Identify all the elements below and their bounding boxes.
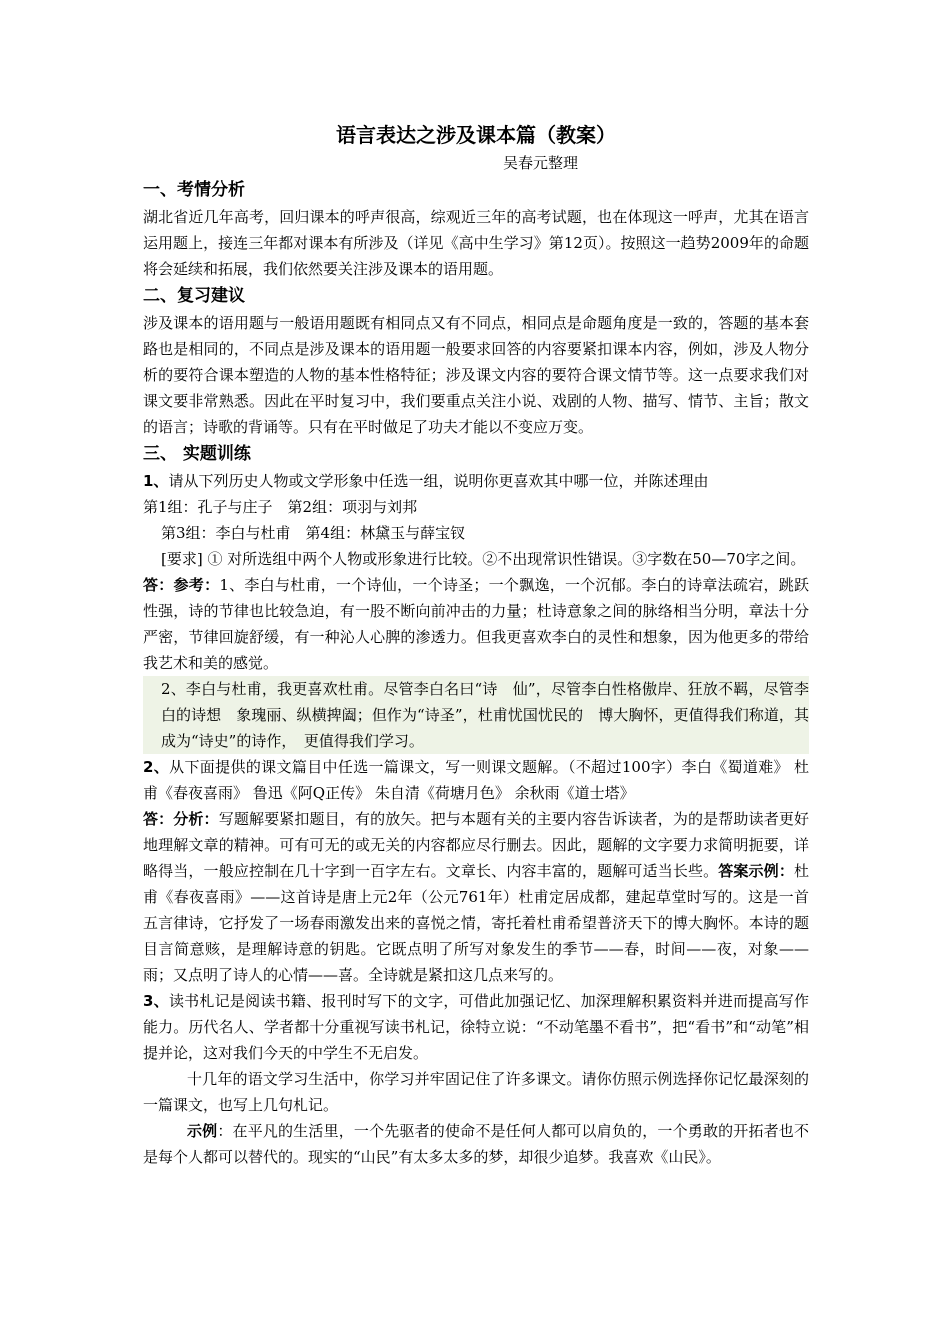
question-3-task: 十几年的语文学习生活中，你学习并牢固记住了许多课文。请你仿照示例选择你记忆最深刻的一篇课文，也写上几句札记。 xyxy=(143,1070,809,1114)
section-advice-body: 涉及课本的语用题与一般语用题既有相同点又有不同点，相同点是命题角度是一致的，答题的基本套路也是相同的，不同点是涉及课本的语用题一般要求回答的内容要紧扣课本内容，例如，涉及人物分析的要符合课本塑造的人物的基本性格特征；涉及课文内容的要符合课文情节等。这一点要求我们对课文要非常熟悉。因此在平时复习中，我们要重点关注小说、戏剧的人物、描写、情节、主旨；散文的语言；诗歌的背诵等。只有在平时做足了功夫才能以不变应万变。 xyxy=(143,314,809,436)
question-1-answer-1 xyxy=(143,572,809,676)
question-2-text: 从下面提供的课文篇目中任选一篇课文，写一则课文题解。（不超过100字）李白《蜀道难》 杜甫《春夜喜雨》 鲁迅《阿Q正传》 朱自清《荷塘月色》 余秋雨《道士塔》 xyxy=(143,758,810,802)
question-2-number: 2、 xyxy=(143,758,170,776)
question-2-analysis: 写题解要紧扣题目，有的放矢。把与本题有关的主要内容告诉读者，为的是帮助读者更好地理解文章的精神。可有可无的或无关的内容都应尽行删去。因此，题解的文字要力求简明扼要，详略得当，一般应控制在几十字到一百字左右。文章长、内容丰富的，题解可适当长些。 xyxy=(143,810,809,880)
page-title: 语言表达之涉及课本篇（教案） xyxy=(336,123,616,147)
question-1-groups-b: 第3组：李白与杜甫 第4组：林黛玉与薛宝钗 xyxy=(161,524,466,542)
question-3-text: 读书札记是阅读书籍、报刊时写下的文字，可借此加强记忆、加深理解积累资料并进而提高写作能力。历代名人、学者都十分重视写读书札记，徐特立说：“不动笔墨不看书”，把“看书”和“动笔”相提并论，这对我们今天的中学生不无启发。 xyxy=(143,992,809,1062)
question-2 xyxy=(143,754,809,806)
question-1-groups-a: 第1组：孔子与庄子 第2组：项羽与刘邦 xyxy=(143,498,418,516)
author-line: 吴春元整理 xyxy=(503,154,579,172)
section-heading-analysis: 一、考情分析 xyxy=(143,180,245,200)
section-analysis-body: 湖北省近几年高考，回归课本的呼声很高，综观近三年的高考试题，也在体现这一呼声，尤其在语言运用题上，接连三年都对课本有所涉及（详见《高中生学习》第12页）。按照这一趋势2009年的命题将会延续和拓展，我们依然要关注涉及课本的语用题。 xyxy=(143,208,809,278)
question-2-answer-label: 答：分析： xyxy=(143,810,219,828)
question-3-example-text: ：在平凡的生活里，一个先驱者的使命不是任何人都可以肩负的，一个勇敢的开拓者也不是每个人都可以替代的。现实的“山民”有太多太多的梦，却很少追梦。我喜欢《山民》。 xyxy=(143,1122,809,1166)
question-1-requirements: [要求] ① 对所选组中两个人物或形象进行比较。②不出现常识性错误。③字数在50—70字之间。 xyxy=(161,550,806,568)
section-heading-practice: 三、 实题训练 xyxy=(143,444,251,464)
question-2-example-label: 答案示例： xyxy=(718,862,794,880)
question-1-answer-2: 2、李白与杜甫，我更喜欢杜甫。尽管李白名曰“诗 仙”，尽管李白性格傲岸、狂放不羁，尽管李白的诗想 象瑰丽、纵横捭阖；但作为“诗圣”，杜甫忧国忧民的 博大胸怀，更值得我们称道，其成为“诗史”的诗作， 更值得我们学习。 xyxy=(143,676,809,754)
question-2-example: 杜甫《春夜喜雨》——这首诗是唐上元2年（公元761年）杜甫定居成都，建起草堂时写的。这是一首五言律诗，它抒发了一场春雨激发出来的喜悦之情，寄托着杜甫希望普济天下的博大胸怀。本诗的题目言简意赅，是理解诗意的钥匙。它既点明了所写对象发生的季节——春，时间——夜，对象——雨；又点明了诗人的心情——喜。全诗就是紧扣这几点来写的。 xyxy=(143,862,809,984)
question-3-example-label: 示例 xyxy=(187,1122,218,1140)
question-1 xyxy=(143,468,809,494)
question-1-answer-1-text: 1、李白与杜甫，一个诗仙，一个诗圣；一个飘逸，一个沉郁。李白的诗章法疏宕，跳跃性强，诗的节律也比较急迫，有一股不断向前冲击的力量；杜诗意象之间的脉络相当分明，章法十分严密，节律回旋舒缓，有一种沁人心脾的渗透力。但我更喜欢李白的灵性和想象，因为他更多的带给我艺术和美的感觉。 xyxy=(143,576,809,672)
question-3-number: 3、 xyxy=(143,992,169,1010)
section-heading-advice: 二、复习建议 xyxy=(143,286,245,306)
question-3-example xyxy=(143,1118,809,1170)
document-content xyxy=(143,118,809,1170)
question-3 xyxy=(143,988,809,1066)
question-1-answer-label: 答：参考： xyxy=(143,576,220,594)
question-1-number: 1、 xyxy=(143,472,169,490)
question-1-text: 请从下列历史人物或文学形象中任选一组，说明你更喜欢其中哪一位，并陈述理由 xyxy=(168,472,709,490)
question-2-answer xyxy=(143,806,809,988)
